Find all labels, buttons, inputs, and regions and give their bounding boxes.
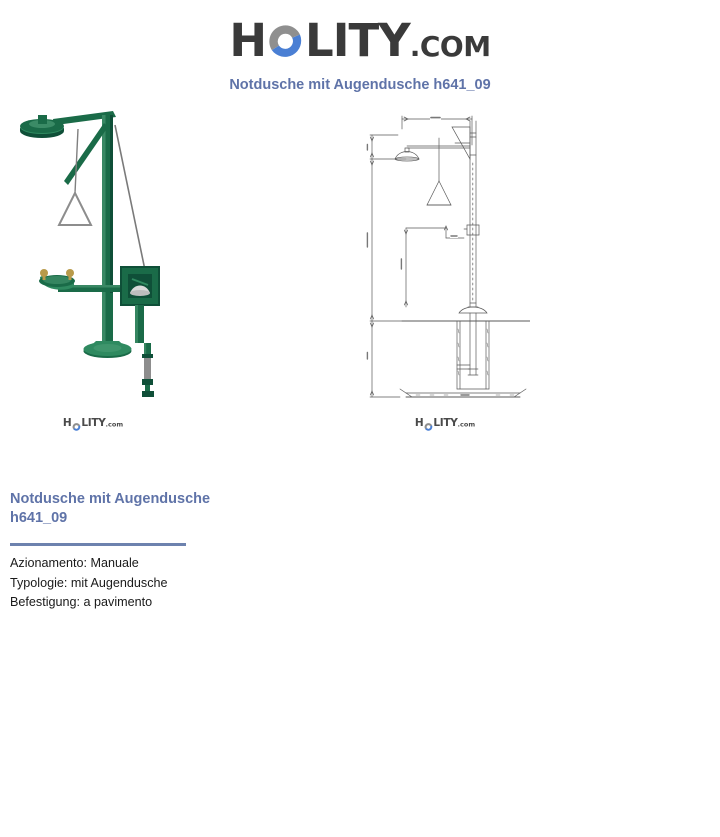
page-title: Notdusche mit Augendusche h641_09 (229, 77, 491, 93)
spec-item-befestigung: Befestigung: a pavimento (10, 594, 153, 609)
technical-drawing[interactable] (360, 107, 530, 407)
product-name-line2: h641_09 (10, 510, 68, 527)
product-name-line1: Notdusche mit Augendusche (10, 491, 211, 507)
site-logo[interactable] (229, 14, 491, 67)
media-area (0, 107, 720, 447)
logo-letter-h: H (229, 14, 267, 67)
logo-letters-lity: LITY (305, 14, 410, 67)
watermark-letter-h: H (62, 417, 72, 429)
photo-watermark-logo (8, 418, 178, 429)
product-name (10, 490, 242, 528)
product-photo-block (8, 107, 178, 429)
watermark-circle-logo-icon (72, 419, 81, 428)
logo-dotcom: .COM (409, 29, 491, 63)
holity-circle-logo-icon (267, 23, 304, 60)
watermark-letters-lity: LITY (81, 417, 106, 429)
drawing-watermark-logo (350, 418, 540, 429)
section-divider (10, 543, 186, 546)
watermark-dotcom: .com (457, 420, 476, 429)
watermark-letter-h: H (414, 417, 424, 429)
spec-item-azionamento: Azionamento: Manuale (10, 556, 139, 571)
product-description (10, 490, 430, 612)
watermark-dotcom: .com (105, 420, 124, 429)
product-photo[interactable] (18, 107, 168, 407)
watermark-letters-lity: LITY (433, 417, 458, 429)
spec-list (10, 554, 430, 612)
technical-drawing-block (350, 107, 540, 429)
watermark-circle-logo-icon (424, 419, 433, 428)
site-header (0, 0, 720, 67)
spec-item-typologie: Typologie: mit Augendusche (10, 575, 168, 590)
